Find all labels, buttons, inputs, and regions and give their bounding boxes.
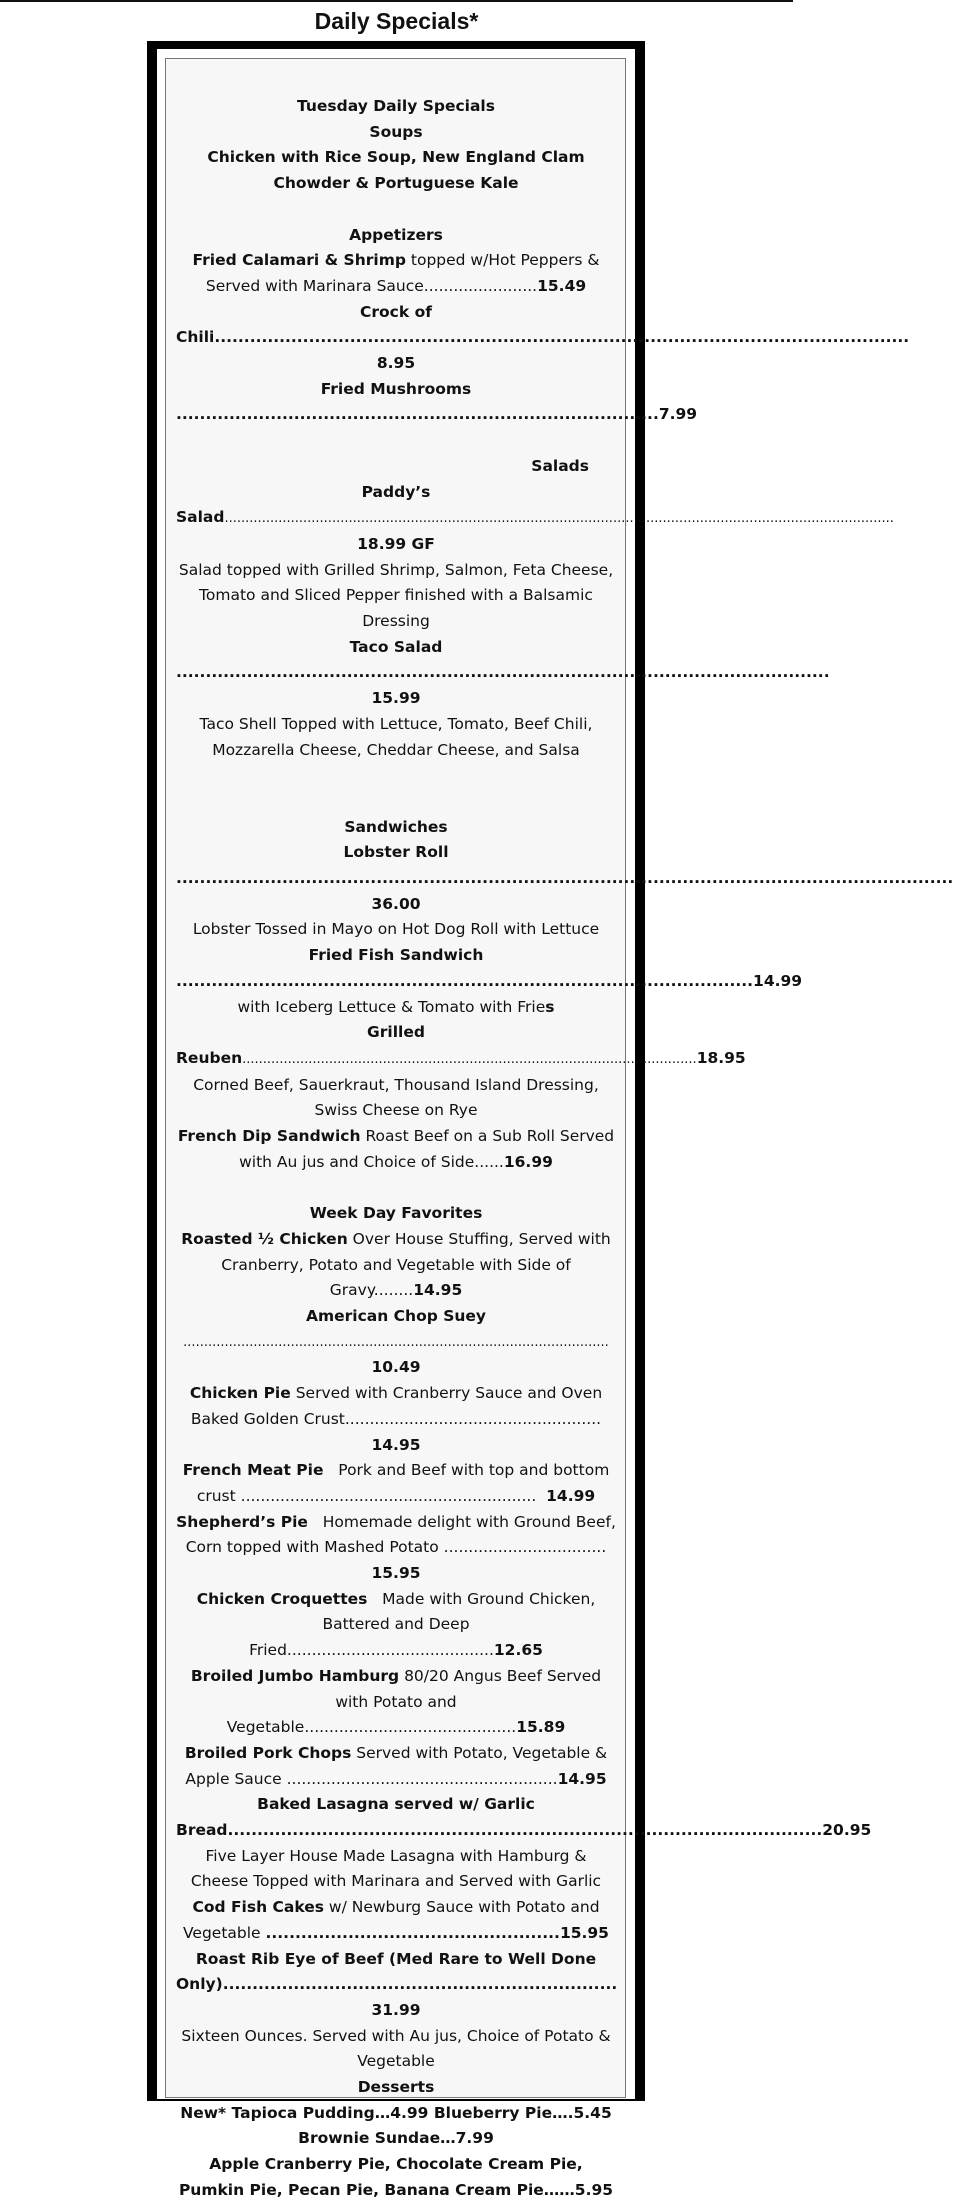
dessert-line: New* Tapioca Pudding…4.99 Blueberry Pie….5.45 [180,2103,612,2122]
page-title: Daily Specials* [314,8,479,34]
item-name: Shepherd’s Pie [176,1512,308,1531]
item-dots: ..................................................................................................... [227,1821,823,1840]
top-divider [0,0,793,2]
item-name: Grilled [367,1023,425,1042]
menu-item-roasted-chicken [176,1227,616,1304]
item-price: 7.99 [658,405,698,424]
appetizers-heading: Appetizers [349,225,443,244]
menu-item-taco-salad [176,660,830,686]
item-price: 15.95 [559,1923,609,1942]
menu-item-lasagna [176,1818,872,1844]
item-price: 14.99 [753,971,803,990]
item-dots: ............................................................................................................... [176,663,830,682]
item-name: French Meat Pie [182,1461,324,1480]
item-name: French Dip Sandwich [177,1127,361,1146]
item-name: Fried Fish Sandwich [308,946,484,965]
item-dots: .................................................................................................................................................................. [224,511,894,527]
item-dots: .................................................. [265,1923,560,1942]
item-price: 12.65 [493,1641,543,1660]
menu-item-chop-suey [176,1330,616,1356]
item-description: Salad topped with Grilled Shrimp, Salmon, Feta Cheese, Tomato and Sliced Pepper finished with a Balsamic Dressing [178,560,614,631]
item-price: 15.89 [516,1718,566,1737]
item-price: 14.95 [371,1435,421,1454]
item-name: Chicken Pie [189,1384,291,1403]
item-dots: .................................................................................. [176,405,659,424]
soups-items: Chicken with Rice Soup, New England Clam Chowder & Portuguese Kale [207,148,585,193]
salads-heading: Salads [531,456,589,475]
menu-item-chili [176,325,910,351]
menu-item-shepherds-pie [176,1510,621,1587]
item-price: 10.49 [371,1358,421,1377]
day-title: Tuesday Daily Specials [297,97,495,115]
item-description: Roast Beef on a Sub Roll Served with Au jus and Choice of Side...... [239,1127,615,1171]
item-name: Broiled Pork Chops [184,1743,352,1762]
item-price: 14.99 [546,1486,596,1505]
soups-heading: Soups [369,122,423,141]
item-description: Over House Stuffing, Served with Cranberry, Potato and Vegetable with Side of Gravy........ [221,1229,611,1300]
favorites-heading: Week Day Favorites [309,1204,483,1223]
item-dots: .................................................................................................................................... [176,869,953,888]
item-description: topped w/Hot Peppers & Served with Marinara Sauce....................... [205,251,600,295]
item-description: with Iceberg Lettuce & Tomato with Fries [237,997,555,1016]
item-name: Fried Calamari & Shrimp [192,251,406,270]
menu-item-reuben [176,1046,746,1073]
menu-item-french-dip [176,1124,616,1175]
item-price: 14.95 [557,1769,607,1788]
menu-content [176,94,953,2204]
item-dots: .................................................................................................. [176,971,754,990]
item-description: w/ Newburg Sauce with Potato and Vegetable [183,1898,600,1942]
item-description: 80/20 Angus Beef Served with Potato and Vegetable........................................... [226,1666,602,1737]
sandwiches-heading: Sandwiches [344,817,448,836]
item-name: Paddy’s [361,482,431,501]
menu-item-calamari [176,248,616,299]
item-description: Homemade delight with Ground Beef, Corn topped with Mashed Potato ................................. [185,1512,621,1557]
item-name: Baked Lasagna served w/ Garlic [257,1795,535,1814]
menu-item-french-meat-pie [176,1458,616,1509]
item-description: Made with Ground Chicken, Battered and Deep Fried.......................................... [249,1589,601,1660]
item-price: 15.49 [537,276,587,295]
item-name: Chili [176,328,215,347]
item-description: Served with Potato, Vegetable & Apple Sauce ....................................................... [185,1743,608,1788]
item-description: Five Layer House Made Lasagna with Hamburg & Cheese Topped with Marinara and Served with Garlic [190,1846,602,1891]
item-name: American Chop Suey [305,1306,487,1325]
item-price: 15.95 [371,1564,421,1583]
item-price: 18.95 [696,1048,746,1067]
item-dots: ....................................................................................................... [183,1334,609,1350]
item-dots: ................................................................... [222,1975,618,1994]
item-price: 36.00 [371,894,421,913]
menu-item-chicken-pie [176,1381,616,1458]
item-name: Taco Salad [349,637,443,656]
item-price: 18.99 GF [357,534,435,553]
item-name: Cod Fish Cakes [192,1898,324,1917]
item-name: Reuben [176,1048,243,1067]
desserts-heading: Desserts [357,2078,435,2097]
menu-item-cod-fish-cakes [176,1895,616,1946]
menu-item-chicken-croquettes [176,1587,616,1664]
item-name: Chicken Croquettes [196,1589,368,1608]
item-description: Taco Shell Topped with Lettuce, Tomato, Beef Chili, Mozzarella Cheese, Cheddar Cheese, and Salsa [199,714,593,759]
menu-item-paddys-salad [176,505,894,532]
menu-item-mushrooms [176,402,698,428]
menu-item-jumbo-hamburg [176,1664,616,1741]
menu-item-pork-chops [176,1741,616,1792]
item-description: Served with Cranberry Sauce and Oven Baked Golden Crust.................................................... [190,1384,603,1428]
item-price: 14.95 [413,1281,463,1300]
item-description: Pork and Beef with top and bottom crust ............................................................ [196,1461,615,1505]
item-name: Crock of [360,302,432,321]
item-price: 16.99 [503,1152,553,1171]
item-name: Lobster Roll [343,843,449,862]
item-price: 31.99 [371,2000,421,2019]
menu-item-rib-eye [176,1947,616,2024]
item-description: Corned Beef, Sauerkraut, Thousand Island Dressing, Swiss Cheese on Rye [193,1075,599,1120]
menu-item-fish-sandwich [176,969,803,995]
dessert-line: Apple Cranberry Pie, Chocolate Cream Pie, Pumkin Pie, Pecan Pie, Banana Cream Pie……5.95 [178,2155,614,2199]
item-name: Fried Mushrooms [320,379,472,398]
item-name: Roasted ½ Chicken [181,1229,348,1248]
item-price: 15.99 [371,689,421,708]
item-description: Sixteen Ounces. Served with Au jus, Choice of Potato & Vegetable [181,2026,611,2071]
menu-item-lobster-roll [176,866,953,892]
item-name: Salad [176,508,225,527]
item-description: Lobster Tossed in Mayo on Hot Dog Roll with Lettuce [192,920,600,939]
item-name: Broiled Jumbo Hamburg [190,1666,400,1685]
item-price: 20.95 [822,1821,872,1840]
item-name: Bread [176,1821,228,1840]
item-price: 8.95 [376,354,416,373]
item-dots: .............................................................................................................. [242,1051,697,1067]
item-name: Roast Rib Eye of Beef (Med Rare to Well Done Only) [176,1949,597,1994]
dessert-line: Brownie Sundae…7.99 [298,2129,494,2148]
item-dots: ...................................................................................................................... [214,328,910,347]
